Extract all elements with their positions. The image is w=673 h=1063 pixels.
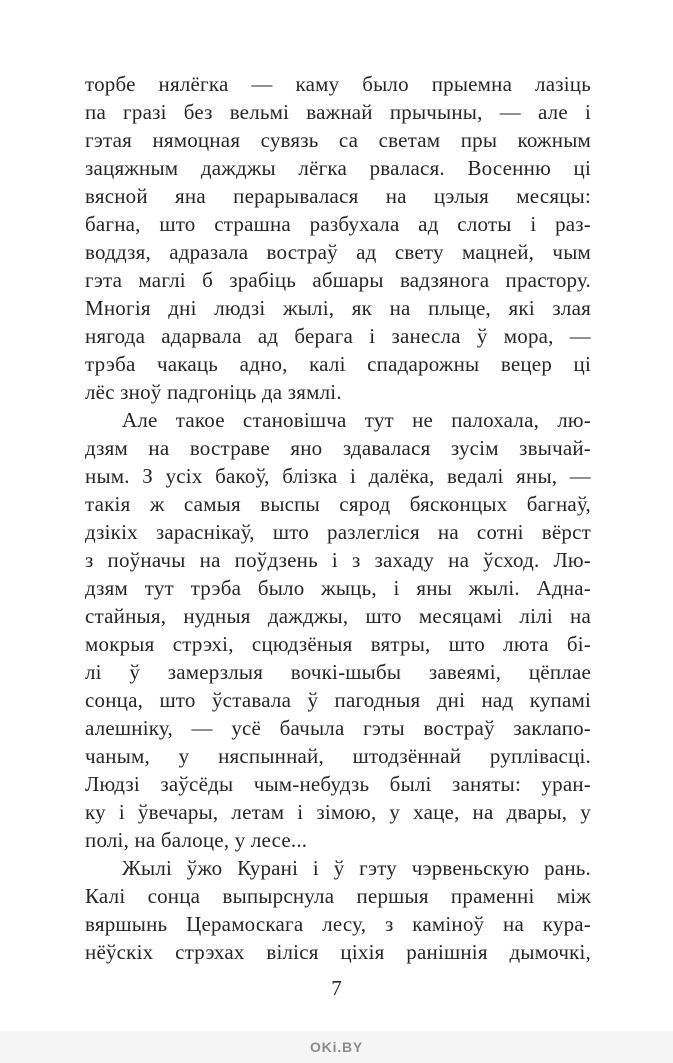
paragraph	[85, 70, 591, 406]
text-line: дзям на востраве яно здавалася зусім звычай-	[85, 436, 591, 460]
text-line: трэба чакаць адно, калі спадарожны вецер ці	[85, 352, 591, 376]
text-line: такія ж самыя выспы сярод бясконцых багнаў,	[85, 492, 591, 516]
text-line: Людзі заўсёды чым-небудзь былі заняты: уран-	[85, 772, 591, 796]
page-number: 7	[331, 976, 342, 1000]
text-line: ным. З усіх бакоў, блізка і далёка, ведалі яны, —	[85, 464, 591, 488]
text-line: Многія дні людзі жылі, як на плыце, які злая	[85, 296, 591, 320]
paragraph	[85, 406, 591, 854]
text-line: гэтая нямоцная сувязь са светам пры кожным	[85, 128, 591, 152]
text-line: дзікіх зараснікаў, што разлегліся на сотні вёрст	[85, 520, 591, 544]
text-line: з поўначы на поўдзень і з захаду на ўсход. Лю-	[85, 548, 591, 572]
text-line: Калі сонца выпырснула першыя праменні між	[85, 884, 591, 908]
text-line: полі, на балоце, у лесе...	[85, 828, 308, 852]
text-line: зацяжным дажджы лёгка рвалася. Восенню ці	[85, 156, 591, 180]
text-line: дзям тут трэба было жыць, і яны жылі. Адна-	[85, 576, 591, 600]
text-line: воддзя, адразала востраў ад свету мацней, чым	[85, 240, 591, 264]
text-line: вяршынь Церамоскага лесу, з каміноў на кура-	[85, 912, 591, 936]
page-text	[85, 70, 591, 966]
text-line: нёўскіх стрэхах віліся ціхія ранішнія дымочкі,	[85, 940, 591, 964]
text-line: ку і ўвечары, летам і зімою, у хаце, на двары, у	[85, 800, 591, 824]
text-line: мокрыя стрэхі, сцюдзёныя вятры, што люта бі-	[85, 632, 591, 656]
text-line: стайныя, нудныя дажджы, што месяцамі лілі на	[85, 604, 591, 628]
text-line: лёс зноў падгоніць да зямлі.	[85, 380, 342, 404]
paragraph	[85, 854, 591, 966]
text-line: лі ў замерзлыя вочкі-шыбы завеямі, цёплае	[85, 660, 591, 684]
watermark-label: OKi.BY	[309, 1039, 364, 1055]
text-line: гэта маглі б зрабіць абшары вадзянога прастору.	[85, 268, 591, 292]
text-line: Жылі ўжо Курані і ў гэту чэрвеньскую рань.	[122, 856, 591, 880]
text-line: торбе нялёгка — каму было прыемна лазіць	[85, 72, 591, 96]
text-line: сонца, што ўставала ў пагодныя дні над купамі	[85, 688, 591, 712]
text-line: Але такое становішча тут не палохала, лю-	[122, 408, 591, 432]
text-line: багна, што страшна разбухала ад слоты і раз-	[85, 212, 591, 236]
text-line: алешніку, — усё бачыла гэты востраў заклапо-	[85, 716, 591, 740]
text-line: чаным, у няспыннай, штодзённай руплівасці.	[85, 744, 591, 768]
footer-bar	[0, 1031, 673, 1063]
text-line: па гразі без вельмі важнай прычыны, — але і	[85, 100, 591, 124]
text-line: вясной яна перарывалася на цэлыя месяцы:	[85, 184, 591, 208]
text-line: нягода адарвала ад берага і занесла ў мора, —	[85, 324, 591, 348]
